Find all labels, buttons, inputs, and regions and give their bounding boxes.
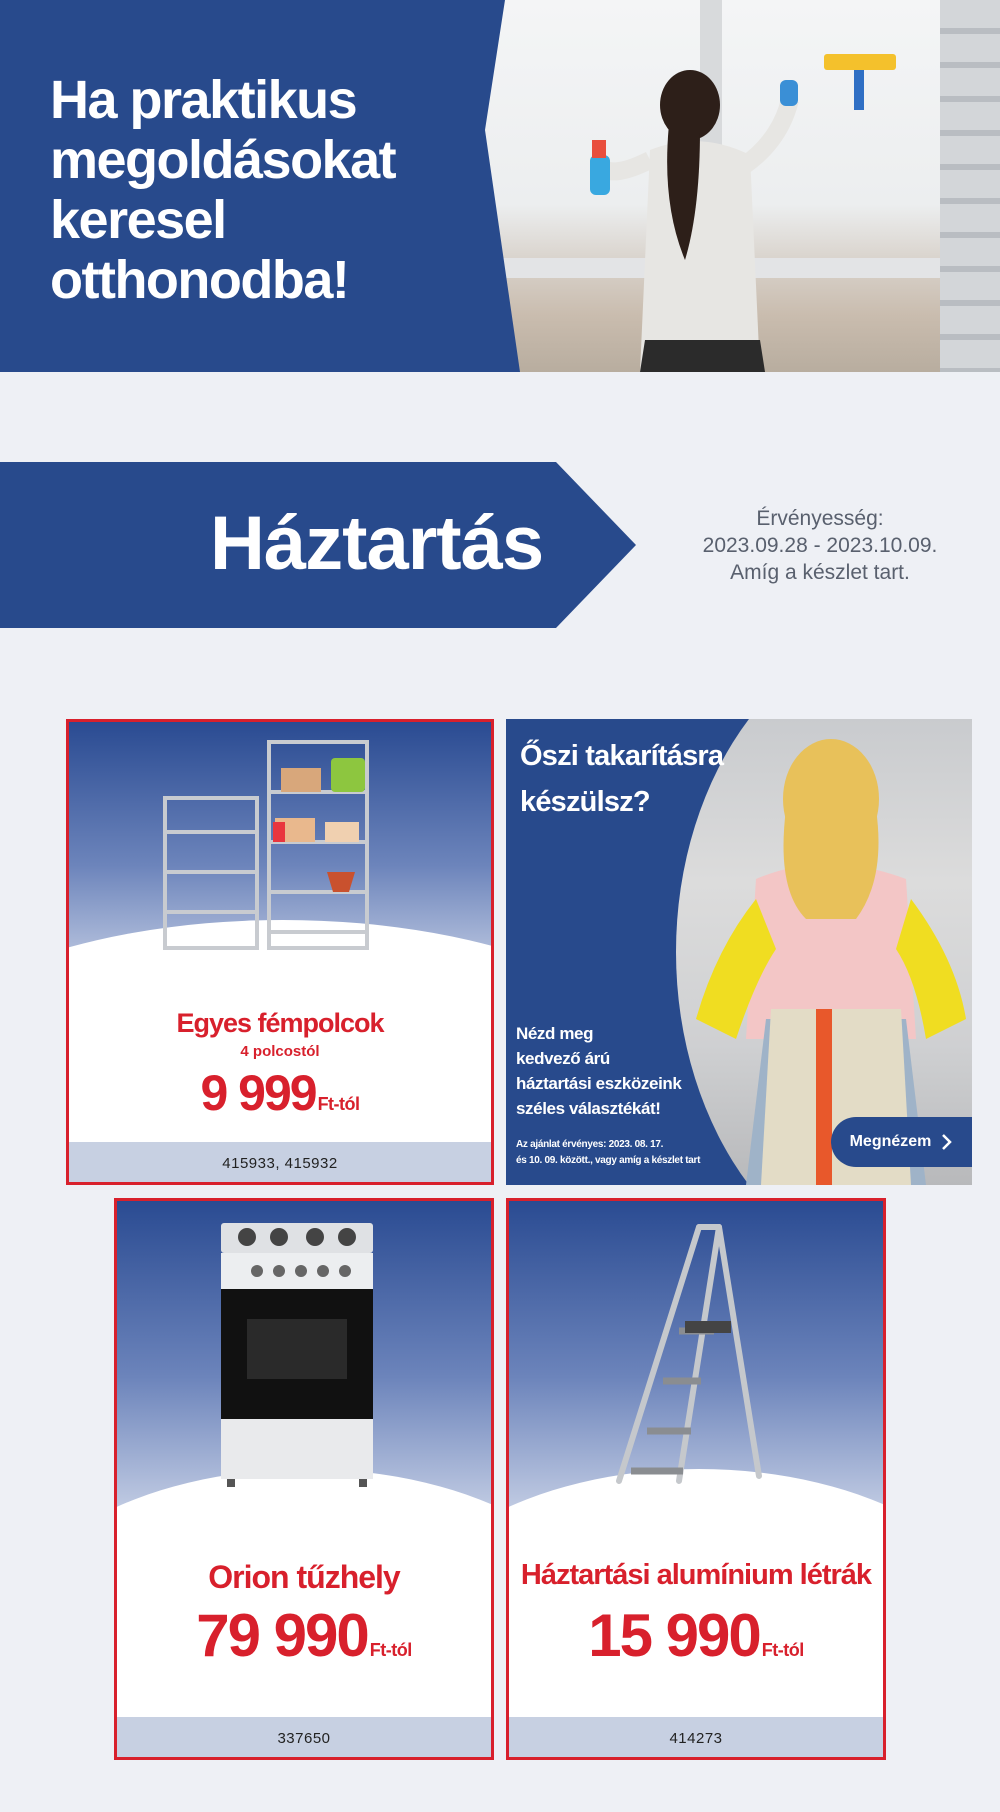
squeegee-icon (820, 50, 900, 120)
view-offer-button[interactable]: Megnézem (831, 1117, 972, 1167)
validity-label: Érvényesség: (756, 507, 884, 530)
product-price: 15 990 Ft-tól (588, 1602, 804, 1669)
stove-icon (217, 1219, 377, 1489)
product-name: Háztartási alumínium létrák (520, 1559, 872, 1591)
product-codes: 414273 (509, 1717, 883, 1757)
product-price: 79 990 Ft-tól (196, 1602, 412, 1669)
cleaning-woman-illustration (590, 60, 810, 372)
product-name: Egyes fémpolcok (176, 1008, 384, 1038)
promo-text: Nézd meg kedvező árú háztartási eszközeink széles választékát! (516, 1024, 682, 1118)
promo-banner[interactable] (506, 719, 972, 1185)
hero-title: Ha praktikus megoldásokat keresel otthonodba! (50, 70, 396, 310)
product-subtitle: 4 polcostól (240, 1043, 320, 1060)
product-name: Orion tűzhely (208, 1559, 400, 1595)
promo-title: Őszi takarításra készülsz? (520, 740, 724, 818)
validity-note: Amíg a készlet tart. (730, 561, 910, 584)
validity-dates: 2023.09.28 - 2023.10.09. (702, 534, 938, 557)
chevron-right-icon (941, 1133, 953, 1151)
product-card-shelves[interactable] (66, 719, 494, 1185)
product-price: 9 999 Ft-tól (200, 1065, 360, 1121)
product-codes: 415933, 415932 (69, 1142, 491, 1182)
building-facade (940, 0, 1000, 372)
product-card-stove[interactable] (114, 1198, 494, 1760)
product-codes: 337650 (117, 1717, 491, 1757)
ladder-icon (609, 1221, 779, 1501)
validity-info (670, 505, 970, 586)
promo-terms: Az ajánlat érvényes: 2023. 08. 17. és 10. 09. között., vagy amíg a készlet tart (516, 1139, 701, 1166)
hero-banner (0, 0, 1000, 372)
shelf-icon (159, 732, 399, 952)
product-card-ladder[interactable] (506, 1198, 886, 1760)
section-title: Háztartás (210, 501, 544, 586)
